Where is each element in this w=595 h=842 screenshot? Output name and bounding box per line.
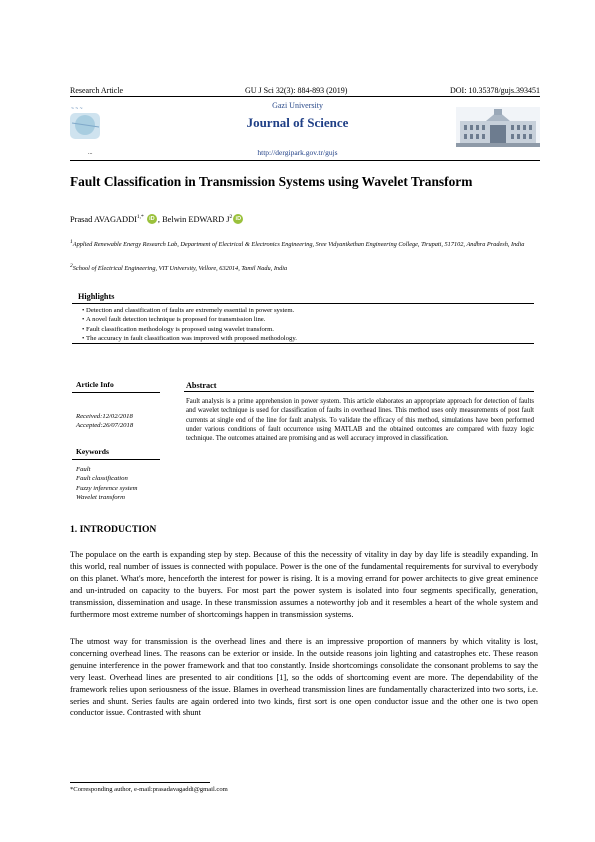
author-name: Prasad AVAGADDI: [70, 215, 137, 224]
article-info-rule: [72, 392, 160, 393]
header-bottom-rule: [70, 160, 540, 161]
university-name: Gazi University: [272, 101, 323, 110]
keywords-list: [76, 465, 137, 503]
affiliation-sup: 1: [70, 239, 73, 245]
keywords-rule: [72, 459, 160, 460]
body-paragraph: The utmost way for transmission is the overhead lines and there is an impressive proportion of manners by which vitality is lost, concerning overhead lines. The reasons can be exterior or inside. In the outside reasons join lighting and catastrophes etc. These reason genuine interference in the power framework and that too constantly. Inside shortcomings consolidate the consonant problems to say the very least. Overhead lines are presented to air conditions [1], so the odds of shortcoming event are more. The dependability of the framework relies upon seriousness of the issue. Blames in overhead transmission lines are fundamentally characterized into two sorts, i.e. series and shunt. Series faults are again ordered into two kinds, first sort is one open conductor issue and the other one is two open conductor issue. Contrasted with shunt: [70, 636, 538, 718]
affiliation-text: Applied Renewable Energy Research Lab, Department of Electrical & Electronics Engineering, Sree Vidyanikethan Engineering College, Tirupati, 517102, Andhra Pradesh, India: [72, 241, 525, 249]
highlight-item: • The accuracy in fault classification was improved with proposed methodology.: [82, 334, 534, 343]
highlights-title: Highlights: [78, 292, 115, 301]
orcid-icon[interactable]: iD: [233, 214, 243, 224]
orcid-icon[interactable]: iD: [147, 214, 157, 224]
highlights-box: [72, 303, 534, 344]
author-name: Belwin EDWARD J: [162, 215, 230, 224]
article-dates: [76, 412, 133, 431]
paper-title: Fault Classification in Transmission Systems using Wavelet Transform: [70, 174, 473, 189]
highlight-item: • Detection and classification of faults are extremely essential in power system.: [82, 306, 534, 315]
author-separator: ,: [157, 215, 163, 224]
journal-name: Journal of Science: [246, 115, 349, 130]
abstract-text: Fault analysis is a prime apprehension in power system. This article elaborates an appropriate approach for detection of faults and wavelet technique is used for classification of faults in overhead lines. This method uses only measurements of post fault currents at single end of the line for fault analysis. To validate the efficacy of this method, simulations have been performed under various conditions of fault occurrence using MATLAB and the obtained outcomes are compared with fuzzy logic technique. The outcomes attained are promising and as well accuracy improved in classification.: [186, 398, 534, 443]
header-rule: [70, 96, 540, 97]
journal-url-link[interactable]: http://dergipark.gov.tr/gujs: [257, 148, 338, 157]
article-info-title: Article Info: [76, 380, 114, 389]
svg-text:~ ~ ~: ~ ~ ~: [71, 106, 83, 112]
keyword: Fault classification: [76, 475, 128, 483]
body-paragraph: The populace on the earth is expanding step by step. Because of this the necessity of vitality in day by day life is steadily expanding. In this world, real number of issues is connected with populace. Power is the one of the fundamental requirements for survival to everybody on this planet. What's more, henceforth the interest for power is rising. It is a moving errand for power architects to give great eminence and un-intruded on capacity to the buyers. For most part the power system is isolated into four segments specifically, generation, transmission, dissemination and usage. In these transmission assumes a noteworthy job and it resembles a heart of the whole system and furthermore most extreme number of shortcomings happen in transmission systems.: [70, 549, 538, 619]
article-type: Research Article: [70, 86, 124, 95]
author-sup: 2: [229, 214, 233, 221]
abstract-title: Abstract: [186, 381, 217, 390]
affiliation: [70, 263, 540, 272]
affiliation-sup: 2: [70, 263, 73, 269]
corresponding-author-footnote: *Corresponding author, e-mail:prasadavagaddi@gmail.com: [70, 786, 228, 793]
affiliation-text: School of Electrical Engineering, VIT University, Vellore, 632014, Tamil Nadu, India: [72, 265, 288, 273]
highlight-item: • A novel fault detection technique is proposed for transmission line.: [82, 315, 534, 324]
affiliation: [70, 237, 540, 250]
footnote-rule: [70, 782, 210, 783]
keyword: Fuzzy inference system: [76, 484, 138, 492]
logo-caption: ...: [88, 150, 93, 156]
section-heading: 1. INTRODUCTION: [70, 524, 157, 535]
author-list: [70, 214, 244, 224]
highlight-item: • Fault classification methodology is proposed using wavelet transform.: [82, 325, 534, 334]
abstract-rule: [184, 391, 534, 392]
university-building-icon: [456, 107, 540, 147]
keyword: Wavelet transform: [76, 494, 125, 502]
accepted-date: Accepted:26/07/2018: [76, 422, 134, 430]
received-date: Received:12/02/2018: [76, 413, 133, 420]
keywords-title: Keywords: [76, 447, 109, 456]
doi[interactable]: DOI: 10.35378/gujs.393451: [450, 86, 540, 95]
author-sup: 1,*: [136, 214, 144, 221]
keyword: Fault: [76, 466, 91, 473]
citation: GU J Sci 32(3): 884-893 (2019): [245, 86, 348, 95]
